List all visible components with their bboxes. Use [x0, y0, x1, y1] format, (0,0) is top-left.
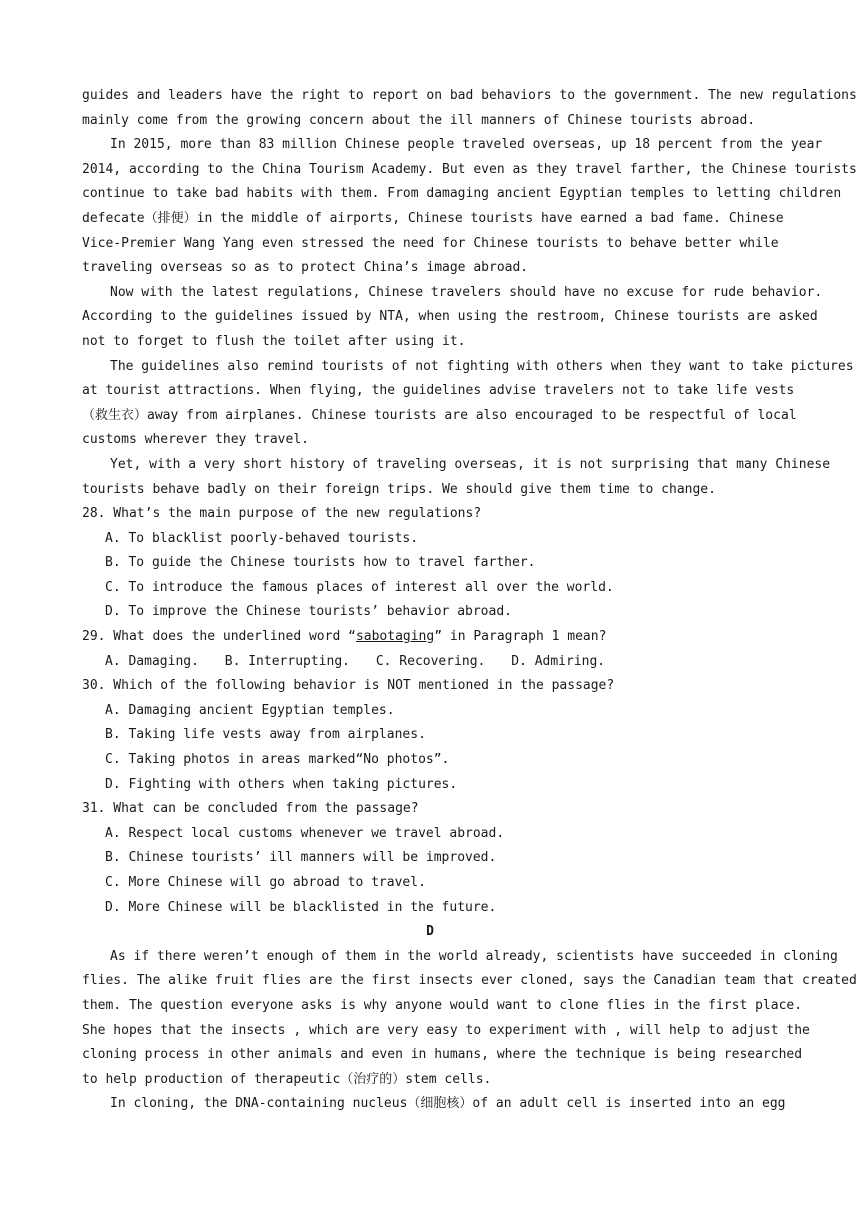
question-29-option-b[interactable]: B. Interrupting.: [224, 653, 350, 669]
question-29-stem-prefix: 29. What does the underlined word “: [82, 629, 356, 645]
underlined-word: sabotaging: [355, 629, 435, 645]
passage-line: continue to take bad habits with them. From damaging ancient Egyptian temples to letting children: [82, 186, 842, 202]
passage-line: Vice-Premier Wang Yang even stressed the need for Chinese tourists to behave better while: [82, 235, 779, 251]
question-29-options: [82, 650, 778, 675]
question-29-option-c[interactable]: C. Recovering.: [375, 653, 486, 669]
question-29-stem: [82, 625, 778, 650]
question-30-option-d[interactable]: D. Fighting with others when taking pictures.: [105, 776, 458, 792]
question-29-stem-suffix: ” in Paragraph 1 mean?: [434, 629, 607, 645]
question-30-option-b[interactable]: B. Taking life vests away from airplanes.: [105, 727, 426, 743]
passage-line: defecate（排便）in the middle of airports, Chinese tourists have earned a bad fame. Chinese: [82, 210, 784, 226]
passage-line: not to forget to flush the toilet after using it.: [82, 333, 466, 349]
exam-page: [82, 84, 857, 1117]
question-28-option-a[interactable]: A. To blacklist poorly-behaved tourists.: [105, 530, 419, 546]
passage-line: The guidelines also remind tourists of not fighting with others when they want to take pictures: [110, 358, 854, 374]
question-31-option-b[interactable]: B. Chinese tourists’ ill manners will be improved.: [105, 850, 497, 866]
passage-line: flies. The alike fruit flies are the first insects ever cloned, says the Canadian team that created: [82, 973, 857, 989]
passage-line: traveling overseas so as to protect China’s image abroad.: [82, 260, 529, 276]
question-30-stem: 30. Which of the following behavior is NOT mentioned in the passage?: [82, 678, 615, 694]
question-31-option-a[interactable]: A. Respect local customs whenever we travel abroad.: [105, 825, 505, 841]
question-30-option-a[interactable]: A. Damaging ancient Egyptian temples.: [105, 702, 395, 718]
question-31-option-d[interactable]: D. More Chinese will be blacklisted in the future.: [105, 899, 497, 915]
passage-line: them. The question everyone asks is why anyone would want to clone flies in the first place.: [82, 997, 803, 1013]
passage-line: As if there weren’t enough of them in the world already, scientists have succeeded in cloning: [110, 948, 838, 964]
passage-line: cloning process in other animals and even in humans, where the technique is being researched: [82, 1047, 803, 1063]
question-29-option-d[interactable]: D. Admiring.: [511, 653, 606, 669]
passage-line: at tourist attractions. When flying, the guidelines advise travelers not to take life vests: [82, 383, 795, 399]
question-28-option-d[interactable]: D. To improve the Chinese tourists’ behavior abroad.: [105, 604, 512, 620]
passage-line: tourists behave badly on their foreign trips. We should give them time to change.: [82, 481, 716, 497]
passage-line: Yet, with a very short history of traveling overseas, it is not surprising that many Chinese: [110, 456, 831, 472]
passage-line: customs wherever they travel.: [82, 432, 309, 448]
passage-line: According to the guidelines issued by NTA, when using the restroom, Chinese tourists are asked: [82, 309, 818, 325]
section-d-title: D: [426, 924, 434, 940]
passage-line: 2014, according to the China Tourism Academy. But even as they travel farther, the Chinese tourists: [82, 161, 857, 177]
question-29-option-a[interactable]: A. Damaging.: [105, 653, 199, 669]
passage-line: In cloning, the DNA-containing nucleus（细胞核）of an adult cell is inserted into an egg: [110, 1096, 786, 1112]
passage-line: mainly come from the growing concern about the ill manners of Chinese tourists abroad.: [82, 112, 756, 128]
passage-line: to help production of therapeutic（治疗的）stem cells.: [82, 1071, 492, 1087]
question-28-option-b[interactable]: B. To guide the Chinese tourists how to travel farther.: [105, 555, 536, 571]
question-31-option-c[interactable]: C. More Chinese will go abroad to travel.: [105, 875, 426, 890]
question-31-stem: 31. What can be concluded from the passage?: [82, 801, 419, 817]
passage-line: She hopes that the insects , which are very easy to experiment with , will help to adjust the: [82, 1022, 810, 1038]
question-28-option-c[interactable]: C. To introduce the famous places of interest all over the world.: [105, 579, 614, 595]
passage-line: Now with the latest regulations, Chinese travelers should have no excuse for rude behavior.: [110, 284, 823, 300]
passage-line: （救生衣）away from airplanes. Chinese tourists are also encouraged to be respectful of local: [82, 407, 797, 423]
question-30-option-c[interactable]: C. Taking photos in areas marked“No photos”.: [105, 752, 450, 768]
passage-line: In 2015, more than 83 million Chinese people traveled overseas, up 18 percent from the year: [110, 137, 823, 153]
passage-line: guides and leaders have the right to report on bad behaviors to the government. The new regulations: [82, 88, 857, 103]
question-28-stem: 28. What’s the main purpose of the new regulations?: [82, 506, 482, 522]
